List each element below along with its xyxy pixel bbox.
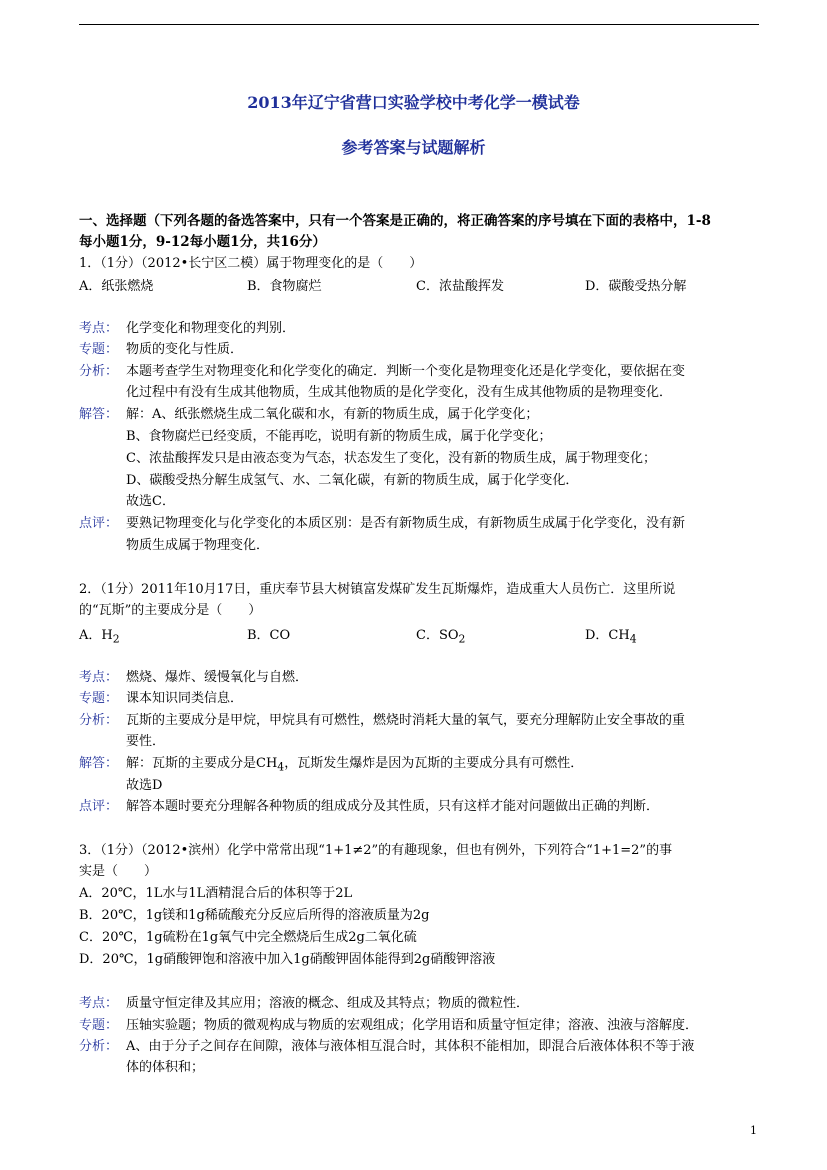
q2-dianping-label: 点评： <box>79 799 119 814</box>
q1-jieda-line4: D、碳酸受热分解生成氢气、水、二氧化碳，有新的物质生成，属于化学变化． <box>126 473 579 488</box>
q1-fenxi-line2: 化过程中有没有生成其他物质，生成其他物质的是化学变化，没有生成其他物质的是物理变化． <box>126 385 673 400</box>
q1-fenxi-label: 分析： <box>79 364 119 379</box>
header-rule <box>79 24 759 25</box>
q3-option-d: D．20℃，1g硝酸钾饱和溶液中加入1g硝酸钾固体能得到2g硝酸钾溶液 <box>79 952 496 967</box>
q2-fenxi-line1: 瓦斯的主要成分是甲烷，甲烷具有可燃性，燃烧时消耗大量的氧气，要充分理解防止安全事故的重 <box>126 713 686 728</box>
q2-option-a: A．$H_2$ <box>79 628 120 646</box>
q2-kaodian-label: 考点： <box>79 670 119 685</box>
q3-stem-line2: 实是（ ） <box>79 864 158 879</box>
q2-jieda-line2: 故选D <box>126 778 163 793</box>
q2-fenxi-line2: 要性． <box>126 734 166 749</box>
q3-option-b: B．20℃，1g镁和1g稀硫酸充分反应后所得的溶液质量为2g <box>79 908 430 923</box>
q1-jieda-line1: 解：A、纸张燃烧生成二氧化碳和水，有新的物质生成，属于化学变化； <box>126 407 539 422</box>
section-heading-line1: 一、选择题（下列各题的备选答案中，只有一个答案是正确的，将正确答案的序号填在下面的表格中，1-8 <box>79 213 711 229</box>
q3-fenxi-label: 分析： <box>79 1039 119 1054</box>
q2-zhuanti-label: 专题： <box>79 691 119 706</box>
q3-kaodian-text: 质量守恒定律及其应用；溶液的概念、组成及其特点；物质的微粒性． <box>126 996 530 1011</box>
q3-kaodian-label: 考点： <box>79 996 119 1011</box>
q1-zhuanti-text: 物质的变化与性质． <box>126 342 244 357</box>
page-subtitle: 参考答案与试题解析 <box>341 138 486 157</box>
page-title: 2013年辽宁省营口实验学校中考化学一模试卷 <box>247 93 580 112</box>
q1-option-b: B．食物腐烂 <box>247 279 322 294</box>
q3-zhuanti-label: 专题： <box>79 1018 119 1033</box>
q1-option-c: C．浓盐酸挥发 <box>416 279 504 294</box>
q1-option-a: A．纸张燃烧 <box>79 279 154 294</box>
q3-option-c: C．20℃，1g硫粉在1g氧气中完全燃烧后生成2g二氧化硫 <box>79 930 417 945</box>
q3-stem-line1: 3．（1分）（2012•滨州）化学中常常出现“1+1≠2”的有趣现象，但也有例外，下列符合“1+1=2”的事 <box>79 843 673 858</box>
q1-kaodian-label: 考点： <box>79 321 119 336</box>
section-heading-line2: 每小题1分，9-12每小题1分，共16分） <box>79 234 326 250</box>
q2-option-d: D．$CH_4$ <box>585 628 637 646</box>
q1-kaodian-text: 化学变化和物理变化的判别． <box>126 321 296 336</box>
q1-jieda-line2: B、食物腐烂已经变质，不能再吃，说明有新的物质生成，属于化学变化； <box>126 429 552 444</box>
q1-jieda-label: 解答： <box>79 407 119 422</box>
q1-jieda-line5: 故选C． <box>126 494 175 509</box>
q3-zhuanti-text: 压轴实验题；物质的微观构成与物质的宏观组成；化学用语和质量守恒定律；溶液、浊液与溶解度． <box>126 1018 699 1033</box>
q2-fenxi-label: 分析： <box>79 713 119 728</box>
q1-fenxi-line1: 本题考查学生对物理变化和化学变化的确定．判断一个变化是物理变化还是化学变化，要依据在变 <box>126 364 686 379</box>
q3-option-a: A．20℃，1L水与1L酒精混合后的体积等于2L <box>79 886 353 901</box>
page-number: 1 <box>750 1124 757 1137</box>
q2-kaodian-text: 燃烧、爆炸、缓慢氧化与自燃． <box>126 670 309 685</box>
q1-dianping-label: 点评： <box>79 516 119 531</box>
q2-option-c: C．$SO_2$ <box>416 628 466 646</box>
q2-stem-line1: 2．（1分）2011年10月17日，重庆奉节县大树镇富发煤矿发生瓦斯爆炸，造成重大人员伤亡．这里所说 <box>79 582 676 597</box>
q1-jieda-line3: C、浓盐酸挥发只是由液态变为气态，状态发生了变化，没有新的物质生成，属于物理变化； <box>126 451 656 466</box>
q2-option-b: B．CO <box>247 628 291 643</box>
q3-fenxi-line2: 体的体积和； <box>126 1060 205 1075</box>
q2-jieda-line1: 解：瓦斯的主要成分是$CH_4$，瓦斯发生爆炸是因为瓦斯的主要成分具有可燃性． <box>126 756 584 774</box>
q1-dianping-line1: 要熟记物理变化与化学变化的本质区别：是否有新物质生成，有新物质生成属于化学变化，没有新 <box>126 516 686 531</box>
q1-zhuanti-label: 专题： <box>79 342 119 357</box>
q1-option-d: D．碳酸受热分解 <box>585 279 687 294</box>
q3-fenxi-line1: A、由于分子之间存在间隙，液体与液体相互混合时，其体积不能相加，即混合后液体体积不等于液 <box>126 1039 695 1054</box>
q1-dianping-line2: 物质生成属于物理变化． <box>126 538 270 553</box>
q2-dianping-text: 解答本题时要充分理解各种物质的组成成分及其性质，只有这样才能对问题做出正确的判断． <box>126 799 660 814</box>
q2-stem-line2: 的“瓦斯”的主要成分是（ ） <box>79 603 262 618</box>
q2-zhuanti-text: 课本知识同类信息． <box>126 691 244 706</box>
q2-jieda-label: 解答： <box>79 756 119 771</box>
q1-stem: 1．（1分）（2012•长宁区二模）属于物理变化的是（ ） <box>79 256 423 271</box>
